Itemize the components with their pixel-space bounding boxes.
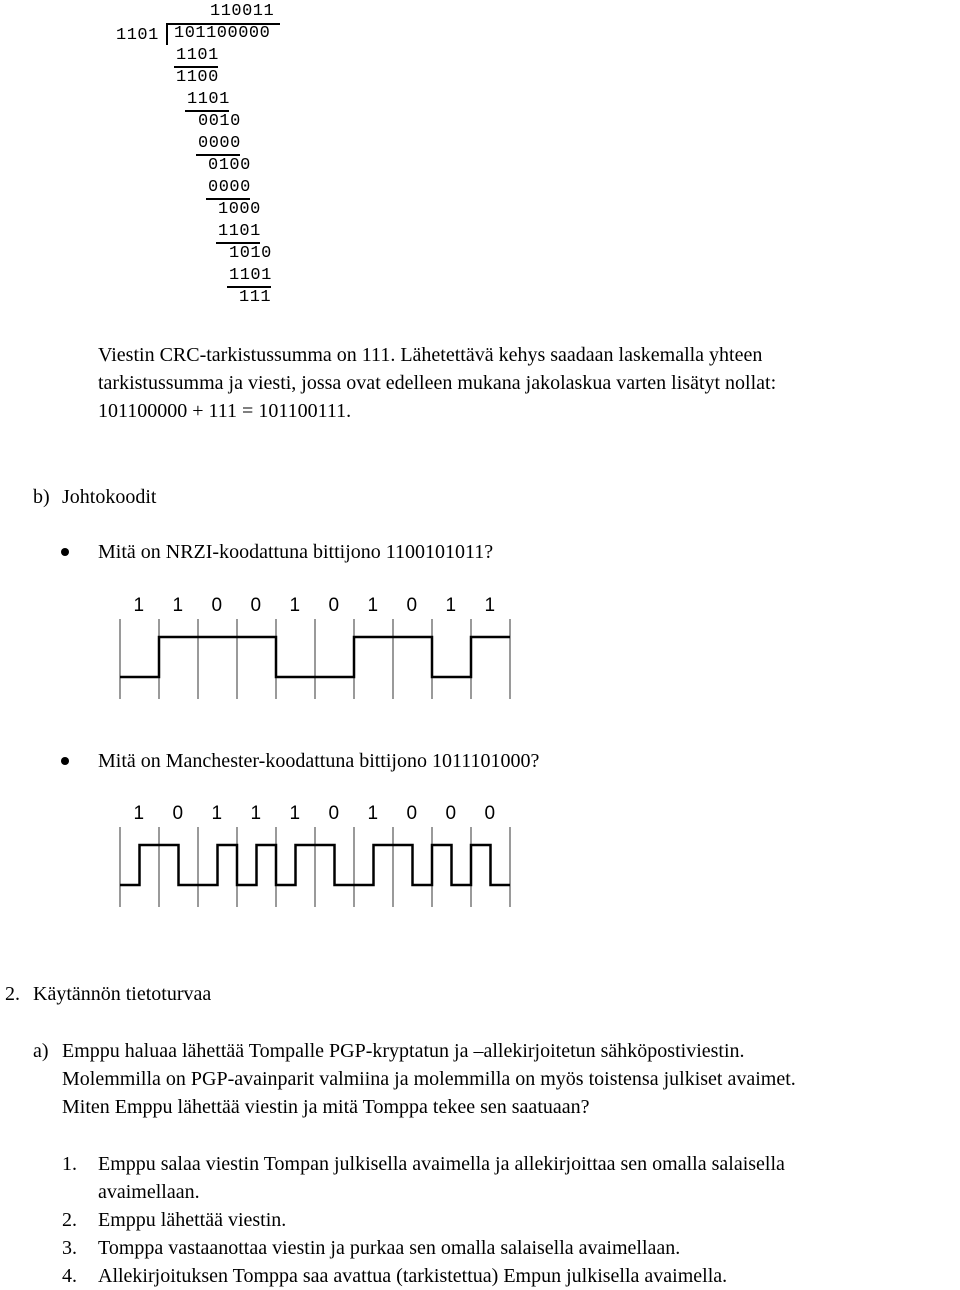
division-step-row: 0010: [198, 112, 241, 131]
bit-label: 0: [484, 803, 496, 824]
nrzi-waveform: [110, 595, 530, 700]
step-3-line-1: Tomppa vastaanottaa viestin ja purkaa sen omalla salaisella avaimellaan.: [98, 1237, 681, 1259]
bit-label: 1: [172, 595, 184, 616]
division-step-row: 0000: [208, 178, 251, 197]
division-quotient: 110011: [210, 2, 275, 21]
division-step-row: 0000: [198, 134, 241, 153]
crc-paragraph-line-3: 101100000 + 111 = 101100111.: [98, 400, 352, 422]
manchester-question: Mitä on Manchester-koodattuna bittijono 1011101000?: [98, 750, 540, 772]
bit-label: 1: [289, 595, 301, 616]
division-step-row: 1000: [218, 200, 261, 219]
division-step-row: 1101: [176, 46, 219, 65]
bit-label: 0: [406, 803, 418, 824]
bit-label: 1: [367, 803, 379, 824]
section-2-title: Käytännön tietoturvaa: [33, 983, 212, 1005]
division-step-row: 0100: [208, 156, 251, 175]
division-step-row: 1101: [187, 90, 230, 109]
step-4-line-1: Allekirjoituksen Tomppa saa avattua (tarkistettua) Empun julkisella avaimella.: [98, 1265, 728, 1287]
step-4-number: 4.: [62, 1265, 77, 1287]
division-step-row: 1100: [176, 68, 219, 87]
crc-long-division: [100, 0, 400, 310]
division-bracket: [166, 23, 168, 45]
section-b-label: b): [33, 486, 50, 508]
question-a-line-2: Molemmilla on PGP-avainparit valmiina ja molemmilla on myös toistensa julkiset avaimet.: [62, 1068, 796, 1090]
bit-label: 1: [211, 803, 223, 824]
manchester-figure: [110, 803, 530, 908]
bit-label: 1: [445, 595, 457, 616]
bullet-icon: [61, 548, 69, 556]
division-step-row: 1101: [229, 266, 272, 285]
question-a-label: a): [33, 1040, 49, 1062]
step-1-line-2: avaimellaan.: [98, 1181, 200, 1203]
nrzi-figure: [110, 595, 530, 700]
step-1-number: 1.: [62, 1153, 77, 1175]
crc-paragraph-line-1: Viestin CRC-tarkistussumma on 111. Lähetettävä kehys saadaan laskemalla yhteen: [98, 344, 763, 366]
step-2-number: 2.: [62, 1209, 77, 1231]
bullet-icon: [61, 757, 69, 765]
section-2-number: 2.: [5, 983, 20, 1005]
bit-label: 0: [328, 803, 340, 824]
nrzi-question: Mitä on NRZI-koodattuna bittijono 1100101011?: [98, 541, 494, 563]
manchester-waveform: [110, 803, 530, 908]
division-step-row: 111: [239, 288, 272, 307]
question-a-line-3: Miten Emppu lähettää viestin ja mitä Tomppa tekee sen saatuaan?: [62, 1096, 590, 1118]
step-3-number: 3.: [62, 1237, 77, 1259]
crc-paragraph-line-2: tarkistussumma ja viesti, jossa ovat edelleen mukana jakolaskua varten lisätyt nollat:: [98, 372, 777, 394]
bit-label: 0: [211, 595, 223, 616]
step-1-line-1: Emppu salaa viestin Tompan julkisella avaimella ja allekirjoittaa sen omalla salaisella: [98, 1153, 785, 1175]
bit-label: 0: [406, 595, 418, 616]
division-dividend: 101100000: [174, 24, 271, 43]
bit-label: 1: [289, 803, 301, 824]
bit-label: 0: [172, 803, 184, 824]
bit-label: 1: [250, 803, 262, 824]
bit-label: 0: [328, 595, 340, 616]
bit-label: 1: [133, 595, 145, 616]
bit-label: 1: [133, 803, 145, 824]
bit-label: 1: [367, 595, 379, 616]
bit-label: 1: [484, 595, 496, 616]
question-a-line-1: Emppu haluaa lähettää Tompalle PGP-kryptatun ja –allekirjoitetun sähköpostiviestin.: [62, 1040, 745, 1062]
division-step-row: 1010: [229, 244, 272, 263]
division-step-row: 1101: [218, 222, 261, 241]
division-divisor: 1101: [116, 26, 159, 45]
bit-label: 0: [250, 595, 262, 616]
bit-label: 0: [445, 803, 457, 824]
step-2-line-1: Emppu lähettää viestin.: [98, 1209, 287, 1231]
section-b-title: Johtokoodit: [62, 486, 157, 508]
